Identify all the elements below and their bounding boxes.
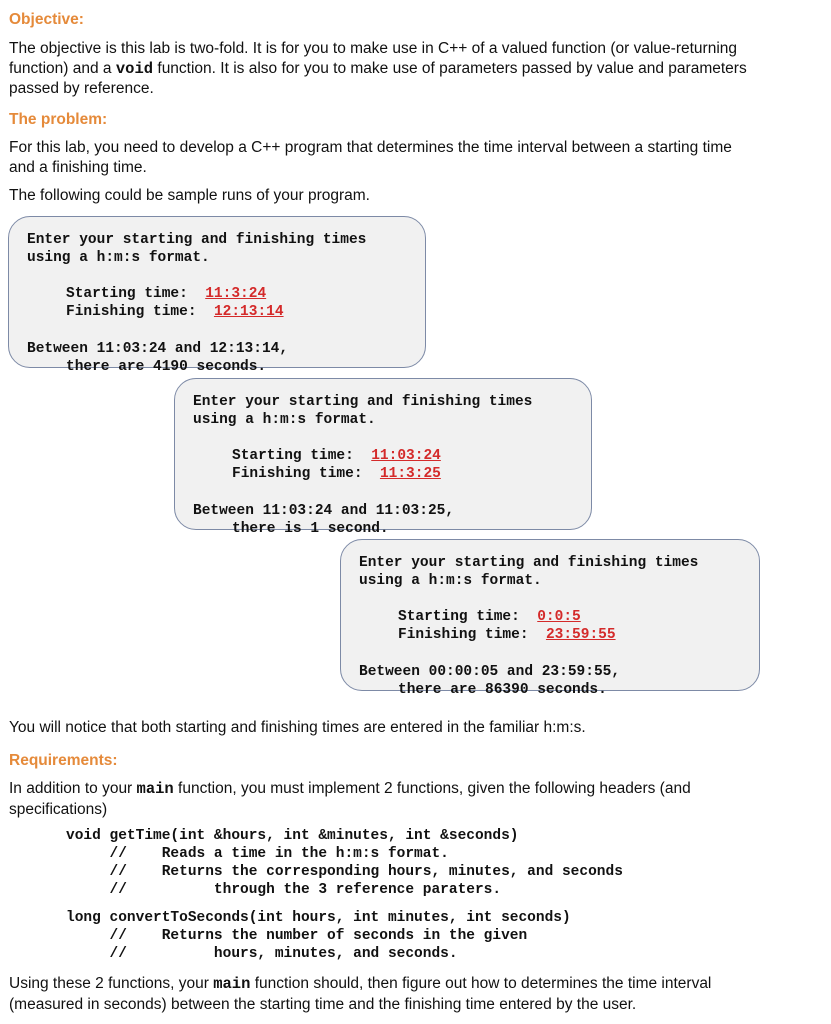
sample-run-2: [174, 378, 592, 537]
finish-label: Finishing time:: [232, 466, 363, 482]
closing-text-2: function should, then figure out how to determines the time interval (measured in seconds) between the starting time and the finishing time entered by the user.: [9, 975, 712, 1013]
run-start-line: [232, 447, 441, 465]
run-prompt-line-1: Enter your starting and finishing times: [359, 555, 699, 571]
start-label: Starting time:: [232, 448, 354, 464]
run-result-line-1: Between 11:03:24 and 12:13:14,: [27, 341, 289, 357]
finish-value: 23:59:55: [545, 627, 616, 643]
finish-value: 11:3:25: [379, 466, 441, 482]
run-prompt-line-2: using a h:m:s format.: [193, 412, 376, 428]
start-value: 11:03:24: [371, 448, 441, 464]
finish-label: Finishing time:: [66, 304, 197, 320]
finish-value: 12:13:14: [213, 304, 284, 320]
sample-runs-intro: The following could be sample runs of your program.: [9, 187, 370, 204]
code-line-3: // Returns the corresponding hours, minutes, and seconds: [66, 864, 623, 880]
run-result-line-1: Between 00:00:05 and 23:59:55,: [359, 664, 621, 680]
sample-run-3: [340, 539, 760, 698]
sample-run-1: [8, 216, 426, 375]
requirements-code-main: main: [136, 780, 174, 798]
objective-text-2: function. It is also for you to make use of parameters passed by value and parameters passed by reference.: [9, 59, 747, 97]
objective-code-void: void: [115, 59, 154, 78]
objective-text-1: The objective is this lab is two-fold. It is for you to make use in C++ of a valued function (or value-returning function) and a: [9, 40, 738, 77]
run-finish-line: [66, 303, 284, 321]
requirements-text-1: In addition to your: [9, 780, 137, 797]
start-label: Starting time:: [398, 609, 520, 625]
run-result-line-2: there are 86390 seconds.: [398, 682, 607, 698]
closing-code-main: main: [213, 975, 251, 993]
code-line-1: void getTime(int &hours, int &minutes, int &seconds): [66, 828, 519, 844]
run-start-line: [66, 285, 266, 303]
requirements-heading: Requirements:: [9, 752, 118, 769]
start-value: 11:3:24: [205, 286, 267, 302]
start-value: 0:0:5: [537, 609, 581, 625]
problem-heading: The problem:: [9, 111, 108, 128]
objective-paragraph: [9, 39, 761, 99]
closing-text-1: Using these 2 functions, your: [9, 975, 214, 992]
run-prompt-line-2: using a h:m:s format.: [359, 573, 542, 589]
requirements-paragraph: [9, 779, 761, 819]
code-line-2: // Reads a time in the h:m:s format.: [66, 846, 449, 862]
run-start-line: [398, 608, 581, 626]
requirements-text-2: function, you must implement 2 functions, given the following headers (and specifications): [9, 780, 691, 818]
closing-paragraph: [9, 974, 761, 1014]
notice-paragraph: You will notice that both starting and finishing times are entered in the familiar h:m:s.: [9, 719, 586, 736]
start-label: Starting time:: [66, 286, 188, 302]
problem-paragraph: For this lab, you need to develop a C++ program that determines the time interval between a starting time and a finishing time.: [9, 139, 732, 176]
finish-label: Finishing time:: [398, 627, 529, 643]
code-line-6: // Returns the number of seconds in the given: [66, 928, 528, 944]
code-line-4: // through the 3 reference paraters.: [66, 882, 502, 898]
run-result-line-1: Between 11:03:24 and 11:03:25,: [193, 503, 455, 519]
run-finish-line: [398, 626, 616, 644]
code-line-7: // hours, minutes, and seconds.: [66, 946, 458, 962]
run-finish-line: [232, 465, 441, 483]
code-line-5: long convertToSeconds(int hours, int minutes, int seconds): [66, 910, 571, 926]
run-prompt-line-1: Enter your starting and finishing times: [193, 394, 533, 410]
run-prompt-line-1: Enter your starting and finishing times: [27, 232, 367, 248]
objective-heading: Objective:: [9, 11, 84, 28]
run-result-line-2: there is 1 second.: [232, 521, 389, 537]
run-result-line-2: there are 4190 seconds.: [66, 359, 267, 375]
run-prompt-line-2: using a h:m:s format.: [27, 250, 210, 266]
